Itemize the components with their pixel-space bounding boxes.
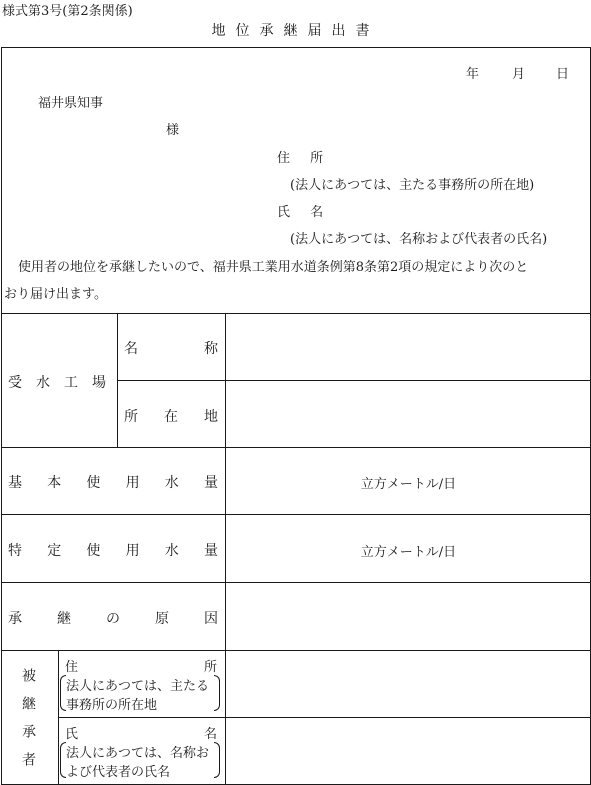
predecessor-name-note-1: 法人にあつては、名称お <box>66 746 210 761</box>
specific-water-label: 特 定 使 用 水 量 <box>8 543 218 559</box>
factory-name-label: 名 称 <box>124 341 218 357</box>
factory-location-label: 所 在 地 <box>124 409 218 425</box>
predecessor-name-label-1: 氏 <box>65 727 79 742</box>
name-bracket-right <box>214 742 220 778</box>
row-rule-basic <box>1 447 591 448</box>
row-rule-predecessor <box>1 650 591 651</box>
applicant-address-note: (法人にあつては、主たる事務所の所在地) <box>290 178 535 193</box>
applicant-name-note: (法人にあつては、名称および代表者の氏名) <box>290 232 548 247</box>
specific-water-unit: 立方メートル/日 <box>360 545 457 560</box>
predecessor-address-label-2: 所 <box>204 660 218 675</box>
document-title: 地位承継届出書 <box>211 23 380 39</box>
receiving-factory-label: 受水工場 <box>8 375 120 391</box>
date-month: 月 <box>512 67 526 82</box>
basic-water-label: 基 本 使 用 水 量 <box>8 475 218 491</box>
predecessor-address-note-2: 事務所の所在地 <box>66 698 158 713</box>
row-rule-reason <box>1 582 591 583</box>
date-year: 年 <box>466 67 480 82</box>
predecessor-value-divider <box>225 650 226 785</box>
applicant-name-label: 氏 名 <box>277 205 332 220</box>
addressee-name: 福井県知事 <box>38 96 104 111</box>
factory-divider-rule <box>117 380 591 381</box>
table-top-rule <box>1 313 591 314</box>
applicant-address-label: 住 所 <box>277 151 332 166</box>
statement-line-1: 使用者の地位を承継したいので、福井県工業用水道条例第8条第2項の規定により次のと <box>18 260 529 275</box>
predecessor-label: 被継承者 <box>20 668 36 780</box>
predecessor-divider-rule <box>58 717 591 718</box>
predecessor-address-note-1: 法人にあつては、主たる <box>66 679 210 694</box>
addressee-honorific: 様 <box>166 123 180 138</box>
predecessor-name-note-2: よび代表者の氏名 <box>66 765 171 780</box>
address-bracket-right <box>214 675 220 711</box>
predecessor-address-label-1: 住 <box>65 660 79 675</box>
succession-reason-label: 承 継 の 原 因 <box>8 611 218 627</box>
predecessor-label-divider <box>58 650 59 785</box>
predecessor-name-label-2: 名 <box>204 727 218 742</box>
basic-water-unit: 立方メートル/日 <box>360 477 457 492</box>
row-rule-specific <box>1 514 591 515</box>
form-number: 様式第3号(第2条関係) <box>2 4 133 19</box>
date-day: 日 <box>556 67 570 82</box>
statement-line-2: おり届け出ます。 <box>4 287 107 302</box>
